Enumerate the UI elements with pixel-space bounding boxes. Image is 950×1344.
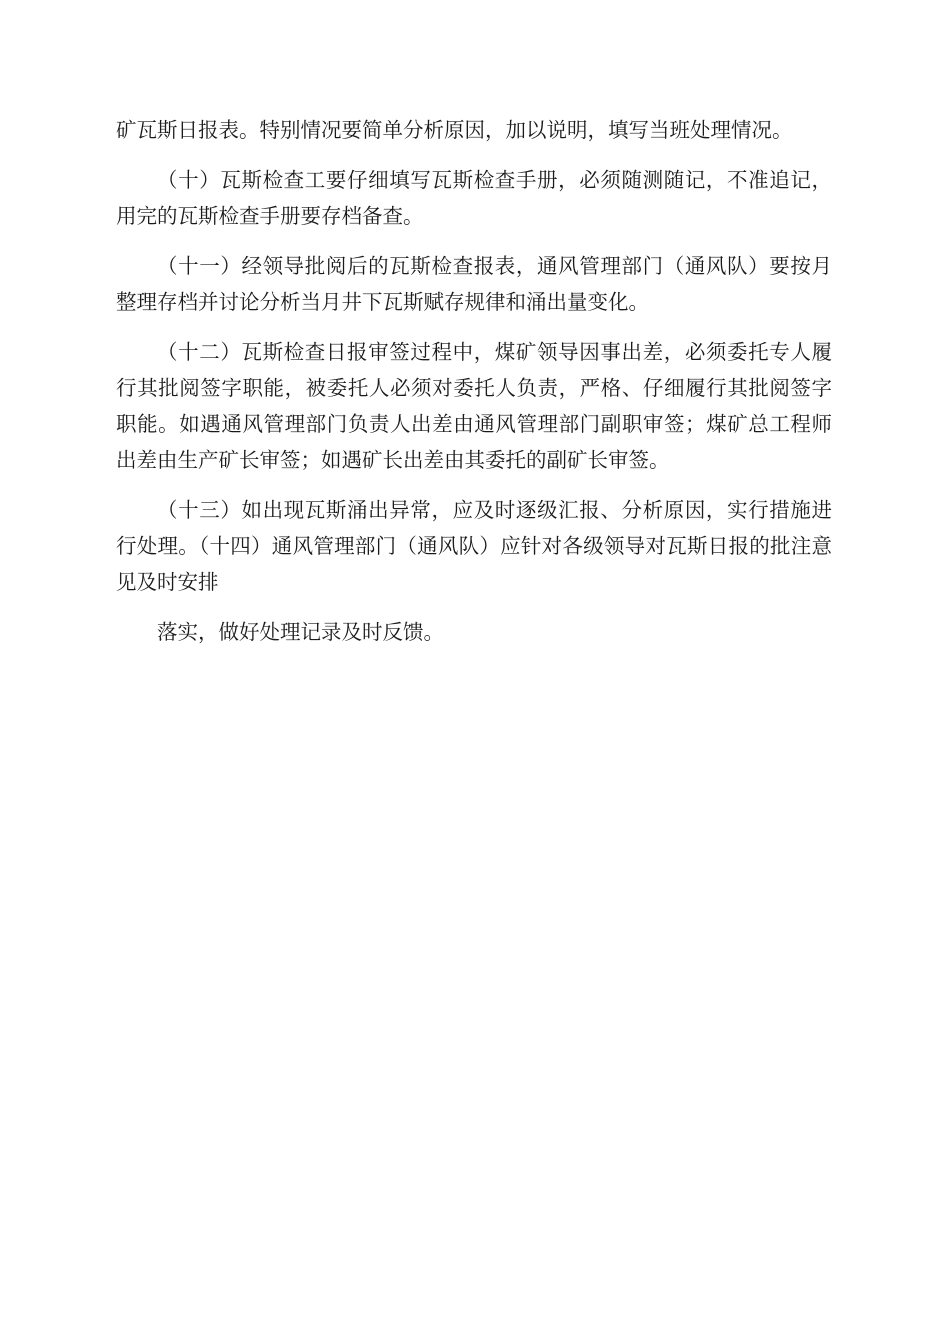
paragraph-final: 落实，做好处理记录及时反馈。 [157, 620, 444, 644]
paragraph-continued: 矿瓦斯日报表。特别情况要简单分析原因，加以说明，填写当班处理情况。 [116, 118, 793, 142]
paragraph-item-10: （十）瓦斯检查工要仔细填写瓦斯检查手册，必须随测随记，不准追记，用完的瓦斯检查手册要存档备查。 [116, 168, 832, 228]
paragraph-item-11: （十一）经领导批阅后的瓦斯检查报表，通风管理部门（通风队）要按月整理存档并讨论分析当月井下瓦斯赋存规律和涌出量变化。 [116, 254, 832, 314]
paragraph-item-13-14: （十三）如出现瓦斯涌出异常，应及时逐级汇报、分析原因，实行措施进行处理。（十四）通风管理部门（通风队）应针对各级领导对瓦斯日报的批注意见及时安排 [116, 498, 832, 594]
document-page [116, 112, 832, 664]
paragraph-item-12: （十二）瓦斯检查日报审签过程中，煤矿领导因事出差，必须委托专人履行其批阅签字职能，被委托人必须对委托人负责，严格、仔细履行其批阅签字职能。如遇通风管理部门负责人出差由通风管理部门副职审签；煤矿总工程师出差由生产矿长审签；如遇矿长出差由其委托的副矿长审签。 [116, 340, 832, 472]
